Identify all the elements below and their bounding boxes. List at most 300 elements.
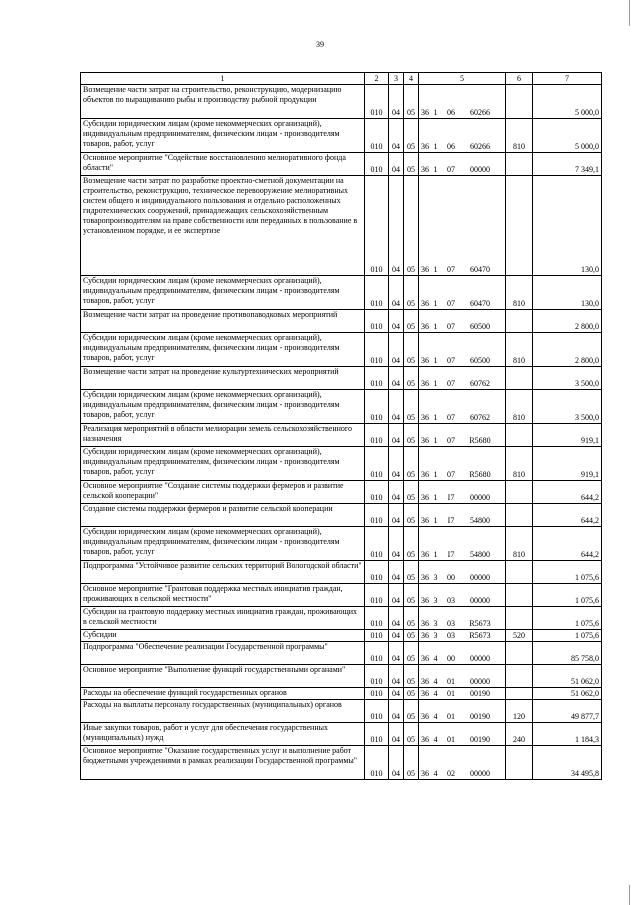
target-article-part-3: I7 <box>447 516 455 525</box>
target-article-parts <box>419 631 505 641</box>
target-article-part-2: 4 <box>433 677 438 686</box>
section-code: 04 <box>389 504 404 527</box>
target-article-parts <box>419 299 505 309</box>
target-article-code <box>419 276 506 310</box>
section-code: 04 <box>389 447 404 481</box>
table-row <box>81 424 602 447</box>
subsection-code: 05 <box>404 642 419 665</box>
amount: 1 184,3 <box>533 723 602 746</box>
expense-type-code: 810 <box>506 333 533 367</box>
ministry-code: 010 <box>365 447 389 481</box>
target-article-part-4: 00000 <box>470 769 490 778</box>
header-cell-3: 3 <box>389 73 404 85</box>
expense-type-code: 810 <box>506 276 533 310</box>
target-article-parts <box>419 165 505 175</box>
ministry-code: 010 <box>365 688 389 700</box>
table-row <box>81 367 602 390</box>
section-code: 04 <box>389 85 404 119</box>
table-row <box>81 700 602 723</box>
target-article-part-4: 00000 <box>470 596 490 605</box>
target-article-parts <box>419 735 505 745</box>
section-code: 04 <box>389 333 404 367</box>
target-article-part-4: 00190 <box>470 735 490 744</box>
target-article-code <box>419 584 506 607</box>
section-code: 04 <box>389 665 404 688</box>
amount: 130,0 <box>533 276 602 310</box>
target-article-part-1: 36 <box>421 619 429 628</box>
amount: 3 500,0 <box>533 390 602 424</box>
target-article-part-2: 3 <box>433 596 438 605</box>
subsection-code: 05 <box>404 700 419 723</box>
target-article-parts <box>419 142 505 152</box>
target-article-part-1: 36 <box>421 165 429 174</box>
table-row <box>81 630 602 642</box>
target-article-parts <box>419 108 505 118</box>
amount: 34 495,8 <box>533 746 602 780</box>
expense-name: Создание системы поддержки фермеров и развитие сельской кооперации <box>81 504 365 527</box>
amount: 51 062,0 <box>533 688 602 700</box>
target-article-part-4: R5680 <box>469 470 491 479</box>
expense-type-code <box>506 504 533 527</box>
target-article-code <box>419 447 506 481</box>
table-row <box>81 85 602 119</box>
expense-type-code: 810 <box>506 447 533 481</box>
subsection-code: 05 <box>404 310 419 333</box>
expense-type-code <box>506 85 533 119</box>
expense-name: Возмещение части затрат на строительство, реконструкцию, модернизацию объектов по выращиванию рыбы и производству рыбной продукции <box>81 85 365 119</box>
ministry-code: 010 <box>365 85 389 119</box>
expense-type-code <box>506 310 533 333</box>
target-article-part-1: 36 <box>421 108 429 117</box>
ministry-code: 010 <box>365 584 389 607</box>
target-article-part-3: 03 <box>447 631 455 640</box>
ministry-code: 010 <box>365 630 389 642</box>
target-article-code <box>419 310 506 333</box>
target-article-part-4: 60762 <box>470 379 490 388</box>
table-row <box>81 333 602 367</box>
table-row <box>81 584 602 607</box>
ministry-code: 010 <box>365 310 389 333</box>
ministry-code: 010 <box>365 390 389 424</box>
target-article-part-1: 36 <box>421 470 429 479</box>
section-code: 04 <box>389 481 404 504</box>
target-article-part-4: 00000 <box>470 165 490 174</box>
target-article-part-4: 00000 <box>470 493 490 502</box>
target-article-part-4: 00000 <box>470 573 490 582</box>
target-article-part-3: 01 <box>447 735 455 744</box>
amount: 5 000,0 <box>533 85 602 119</box>
target-article-part-3: 00 <box>447 654 455 663</box>
table-row <box>81 746 602 780</box>
ministry-code: 010 <box>365 642 389 665</box>
section-code: 04 <box>389 700 404 723</box>
target-article-part-4: 54800 <box>470 516 490 525</box>
target-article-part-2: 1 <box>433 265 438 274</box>
subsection-code: 05 <box>404 630 419 642</box>
scan-edge-mark-top <box>629 0 630 26</box>
target-article-part-3: 01 <box>447 689 455 698</box>
target-article-part-4: 60266 <box>470 108 490 117</box>
section-code: 04 <box>389 390 404 424</box>
target-article-part-4: 60500 <box>470 322 490 331</box>
expense-type-code <box>506 642 533 665</box>
target-article-part-2: 3 <box>433 631 438 640</box>
target-article-code <box>419 424 506 447</box>
header-cell-1: 1 <box>81 73 365 85</box>
amount: 51 062,0 <box>533 665 602 688</box>
budget-table <box>80 72 602 780</box>
expense-type-code: 810 <box>506 119 533 153</box>
target-article-code <box>419 642 506 665</box>
target-article-part-2: 1 <box>433 108 438 117</box>
target-article-part-4: R5673 <box>469 619 491 628</box>
table-row <box>81 390 602 424</box>
target-article-code <box>419 700 506 723</box>
target-article-part-2: 3 <box>433 619 438 628</box>
expense-name: Основное мероприятие "Содействие восстановлению мелиоративного фонда области" <box>81 153 365 176</box>
expense-type-code <box>506 481 533 504</box>
header-cell-4: 4 <box>404 73 419 85</box>
expense-type-code: 810 <box>506 527 533 561</box>
table-row <box>81 153 602 176</box>
amount: 85 758,0 <box>533 642 602 665</box>
ministry-code: 010 <box>365 424 389 447</box>
table-row <box>81 665 602 688</box>
target-article-parts <box>419 677 505 687</box>
ministry-code: 010 <box>365 119 389 153</box>
ministry-code: 010 <box>365 746 389 780</box>
target-article-part-2: 1 <box>433 165 438 174</box>
expense-name: Субсидии юридическим лицам (кроме некоммерческих организаций), индивидуальным предпринимателям, физическим лицам - производителям товаров, работ, услуг <box>81 333 365 367</box>
target-article-part-2: 1 <box>433 413 438 422</box>
expense-type-code: 520 <box>506 630 533 642</box>
target-article-parts <box>419 493 505 503</box>
target-article-part-4: 60500 <box>470 356 490 365</box>
target-article-part-3: 01 <box>447 712 455 721</box>
ministry-code: 010 <box>365 504 389 527</box>
target-article-parts <box>419 596 505 606</box>
target-article-part-2: 1 <box>433 142 438 151</box>
target-article-part-2: 1 <box>433 550 438 559</box>
subsection-code: 05 <box>404 665 419 688</box>
target-article-part-3: 07 <box>447 299 455 308</box>
subsection-code: 05 <box>404 527 419 561</box>
table-row <box>81 276 602 310</box>
target-article-part-2: 3 <box>433 573 438 582</box>
expense-name: Возмещение части затрат по разработке проектно-сметной документации на строительство, реконструкцию, техническое перевооружение мелиоративных систем общего и индивидуального пользования и отдельно расположенных гидротехнических сооружений, принадлежащих сельскохозяйственным товаропроизводителям на праве собственности или переданных в пользование в установленном порядке, и ее экспертизе <box>81 176 365 276</box>
subsection-code: 05 <box>404 119 419 153</box>
target-article-code <box>419 746 506 780</box>
target-article-part-1: 36 <box>421 550 429 559</box>
target-article-part-3: 02 <box>447 769 455 778</box>
table-row <box>81 688 602 700</box>
expense-name: Иные закупки товаров, работ и услуг для обеспечения государственных (муниципальных) нужд <box>81 723 365 746</box>
table-row <box>81 504 602 527</box>
expense-type-code <box>506 584 533 607</box>
target-article-part-1: 36 <box>421 299 429 308</box>
amount: 1 075,6 <box>533 630 602 642</box>
amount: 1 075,6 <box>533 584 602 607</box>
target-article-part-3: 07 <box>447 322 455 331</box>
subsection-code: 05 <box>404 481 419 504</box>
table-row <box>81 447 602 481</box>
target-article-code <box>419 607 506 630</box>
table-row <box>81 527 602 561</box>
header-cell-2: 2 <box>365 73 389 85</box>
section-code: 04 <box>389 607 404 630</box>
section-code: 04 <box>389 176 404 276</box>
target-article-parts <box>419 619 505 629</box>
subsection-code: 05 <box>404 723 419 746</box>
target-article-part-2: 1 <box>433 470 438 479</box>
subsection-code: 05 <box>404 390 419 424</box>
amount: 49 877,7 <box>533 700 602 723</box>
target-article-code <box>419 665 506 688</box>
header-cell-7: 7 <box>533 73 602 85</box>
target-article-code <box>419 481 506 504</box>
subsection-code: 05 <box>404 447 419 481</box>
subsection-code: 05 <box>404 504 419 527</box>
target-article-part-2: 1 <box>433 299 438 308</box>
subsection-code: 05 <box>404 746 419 780</box>
target-article-part-2: 4 <box>433 689 438 698</box>
expense-name: Субсидии <box>81 630 365 642</box>
target-article-parts <box>419 379 505 389</box>
target-article-code <box>419 688 506 700</box>
target-article-code <box>419 333 506 367</box>
target-article-parts <box>419 769 505 779</box>
section-code: 04 <box>389 584 404 607</box>
expense-name: Возмещение части затрат на проведение культуртехнических мероприятий <box>81 367 365 390</box>
table-header-row <box>81 73 602 85</box>
target-article-part-2: 4 <box>433 654 438 663</box>
amount: 919,1 <box>533 447 602 481</box>
target-article-part-3: 07 <box>447 379 455 388</box>
expense-type-code: 810 <box>506 390 533 424</box>
target-article-parts <box>419 516 505 526</box>
section-code: 04 <box>389 527 404 561</box>
target-article-part-4: 60762 <box>470 413 490 422</box>
amount: 644,2 <box>533 481 602 504</box>
expense-type-code: 240 <box>506 723 533 746</box>
target-article-part-2: 1 <box>433 322 438 331</box>
target-article-part-2: 4 <box>433 769 438 778</box>
expense-type-code <box>506 153 533 176</box>
section-code: 04 <box>389 310 404 333</box>
expense-type-code <box>506 367 533 390</box>
target-article-part-1: 36 <box>421 631 429 640</box>
expense-type-code <box>506 665 533 688</box>
amount: 5 000,0 <box>533 119 602 153</box>
target-article-part-4: R5673 <box>469 631 491 640</box>
subsection-code: 05 <box>404 688 419 700</box>
expense-type-code <box>506 607 533 630</box>
target-article-code <box>419 561 506 584</box>
target-article-part-2: 1 <box>433 436 438 445</box>
amount: 1 075,6 <box>533 607 602 630</box>
page-number: 39 <box>316 40 324 49</box>
section-code: 04 <box>389 119 404 153</box>
target-article-part-1: 36 <box>421 379 429 388</box>
subsection-code: 05 <box>404 367 419 390</box>
amount: 1 075,6 <box>533 561 602 584</box>
section-code: 04 <box>389 153 404 176</box>
target-article-part-1: 36 <box>421 573 429 582</box>
target-article-part-3: 07 <box>447 436 455 445</box>
expense-type-code: 120 <box>506 700 533 723</box>
subsection-code: 05 <box>404 561 419 584</box>
expense-name: Субсидии на грантовую поддержку местных инициатив граждан, проживающих в сельской местности <box>81 607 365 630</box>
section-code: 04 <box>389 688 404 700</box>
expense-name: Возмещение части затрат на проведение противопаводковых мероприятий <box>81 310 365 333</box>
target-article-parts <box>419 654 505 664</box>
target-article-part-3: 07 <box>447 470 455 479</box>
target-article-part-4: 60470 <box>470 299 490 308</box>
target-article-parts <box>419 470 505 480</box>
target-article-part-3: 07 <box>447 413 455 422</box>
target-article-part-3: 07 <box>447 165 455 174</box>
ministry-code: 010 <box>365 723 389 746</box>
target-article-part-1: 36 <box>421 596 429 605</box>
expense-type-code <box>506 176 533 276</box>
target-article-part-1: 36 <box>421 322 429 331</box>
target-article-part-3: 03 <box>447 619 455 628</box>
target-article-code <box>419 176 506 276</box>
target-article-part-4: 54800 <box>470 550 490 559</box>
target-article-part-3: 06 <box>447 142 455 151</box>
amount: 644,2 <box>533 504 602 527</box>
subsection-code: 05 <box>404 584 419 607</box>
target-article-part-1: 36 <box>421 413 429 422</box>
target-article-code <box>419 85 506 119</box>
target-article-part-1: 36 <box>421 654 429 663</box>
target-article-part-1: 36 <box>421 516 429 525</box>
expense-name: Расходы на обеспечение функций государственных органов <box>81 688 365 700</box>
amount: 644,2 <box>533 527 602 561</box>
target-article-parts <box>419 356 505 366</box>
expense-name: Субсидии юридическим лицам (кроме некоммерческих организаций), индивидуальным предпринимателям, физическим лицам - производителям товаров, работ, услуг <box>81 527 365 561</box>
table-row <box>81 607 602 630</box>
target-article-parts <box>419 712 505 722</box>
target-article-part-1: 36 <box>421 735 429 744</box>
expense-name: Подпрограмма "Обеспечение реализации Государственной программы" <box>81 642 365 665</box>
target-article-part-1: 36 <box>421 689 429 698</box>
target-article-part-2: 1 <box>433 516 438 525</box>
expense-name: Подпрограмма "Устойчивое развитие сельских территорий Вологодской области" <box>81 561 365 584</box>
section-code: 04 <box>389 642 404 665</box>
target-article-parts <box>419 265 505 275</box>
section-code: 04 <box>389 630 404 642</box>
header-cell-5: 5 <box>419 73 506 85</box>
ministry-code: 010 <box>365 367 389 390</box>
section-code: 04 <box>389 276 404 310</box>
target-article-part-4: 60266 <box>470 142 490 151</box>
table-row <box>81 310 602 333</box>
target-article-part-1: 36 <box>421 493 429 502</box>
target-article-part-2: 1 <box>433 493 438 502</box>
target-article-code <box>419 390 506 424</box>
target-article-part-4: 00000 <box>470 677 490 686</box>
target-article-part-3: 01 <box>447 677 455 686</box>
target-article-part-1: 36 <box>421 265 429 274</box>
target-article-part-1: 36 <box>421 356 429 365</box>
target-article-parts <box>419 550 505 560</box>
budget-table-body <box>81 73 602 780</box>
expense-name: Субсидии юридическим лицам (кроме некоммерческих организаций), индивидуальным предпринимателям, физическим лицам - производителям товаров, работ, услуг <box>81 447 365 481</box>
expense-name: Субсидии юридическим лицам (кроме некоммерческих организаций), индивидуальным предпринимателям, физическим лицам - производителям товаров, работ, услуг <box>81 119 365 153</box>
target-article-part-2: 1 <box>433 356 438 365</box>
section-code: 04 <box>389 367 404 390</box>
target-article-parts <box>419 573 505 583</box>
target-article-code <box>419 119 506 153</box>
target-article-part-4: 00000 <box>470 654 490 663</box>
subsection-code: 05 <box>404 153 419 176</box>
target-article-code <box>419 504 506 527</box>
subsection-code: 05 <box>404 424 419 447</box>
section-code: 04 <box>389 746 404 780</box>
table-row <box>81 642 602 665</box>
target-article-parts <box>419 413 505 423</box>
target-article-code <box>419 367 506 390</box>
ministry-code: 010 <box>365 276 389 310</box>
ministry-code: 010 <box>365 527 389 561</box>
amount: 2 800,0 <box>533 310 602 333</box>
ministry-code: 010 <box>365 561 389 584</box>
target-article-code <box>419 527 506 561</box>
table-row <box>81 176 602 276</box>
table-row <box>81 723 602 746</box>
table-row <box>81 119 602 153</box>
header-cell-6: 6 <box>506 73 533 85</box>
target-article-part-3: 07 <box>447 265 455 274</box>
target-article-code <box>419 723 506 746</box>
amount: 3 500,0 <box>533 367 602 390</box>
subsection-code: 05 <box>404 85 419 119</box>
ministry-code: 010 <box>365 333 389 367</box>
ministry-code: 010 <box>365 700 389 723</box>
expense-name: Основное мероприятие "Создание системы поддержки фермеров и развитие сельской кооперации" <box>81 481 365 504</box>
ministry-code: 010 <box>365 607 389 630</box>
target-article-part-2: 1 <box>433 379 438 388</box>
target-article-parts <box>419 322 505 332</box>
target-article-part-4: 60470 <box>470 265 490 274</box>
table-row <box>81 481 602 504</box>
target-article-part-2: 4 <box>433 712 438 721</box>
expense-name: Основное мероприятие "Оказание государственных услуг и выполнение работ бюджетными учреждениями в рамках реализации Государственной программы" <box>81 746 365 780</box>
subsection-code: 05 <box>404 176 419 276</box>
amount: 130,0 <box>533 176 602 276</box>
expense-type-code <box>506 424 533 447</box>
ministry-code: 010 <box>365 153 389 176</box>
section-code: 04 <box>389 561 404 584</box>
scan-edge-mark-bottom <box>629 885 630 905</box>
target-article-part-3: 00 <box>447 573 455 582</box>
target-article-part-3: I7 <box>447 493 455 502</box>
expense-name: Основное мероприятие "Выполнение функций государственными органами" <box>81 665 365 688</box>
target-article-part-1: 36 <box>421 712 429 721</box>
target-article-code <box>419 630 506 642</box>
target-article-part-4: R5680 <box>469 436 491 445</box>
expense-name: Расходы на выплаты персоналу государственных (муниципальных) органов <box>81 700 365 723</box>
expense-type-code <box>506 688 533 700</box>
expense-name: Основное мероприятие "Грантовая поддержка местных инициатив граждан, проживающих в сельской местности" <box>81 584 365 607</box>
target-article-part-1: 36 <box>421 142 429 151</box>
expense-name: Субсидии юридическим лицам (кроме некоммерческих организаций), индивидуальным предпринимателям, физическим лицам - производителям товаров, работ, услуг <box>81 390 365 424</box>
target-article-part-3: 03 <box>447 596 455 605</box>
section-code: 04 <box>389 424 404 447</box>
amount: 2 800,0 <box>533 333 602 367</box>
target-article-part-2: 4 <box>433 735 438 744</box>
